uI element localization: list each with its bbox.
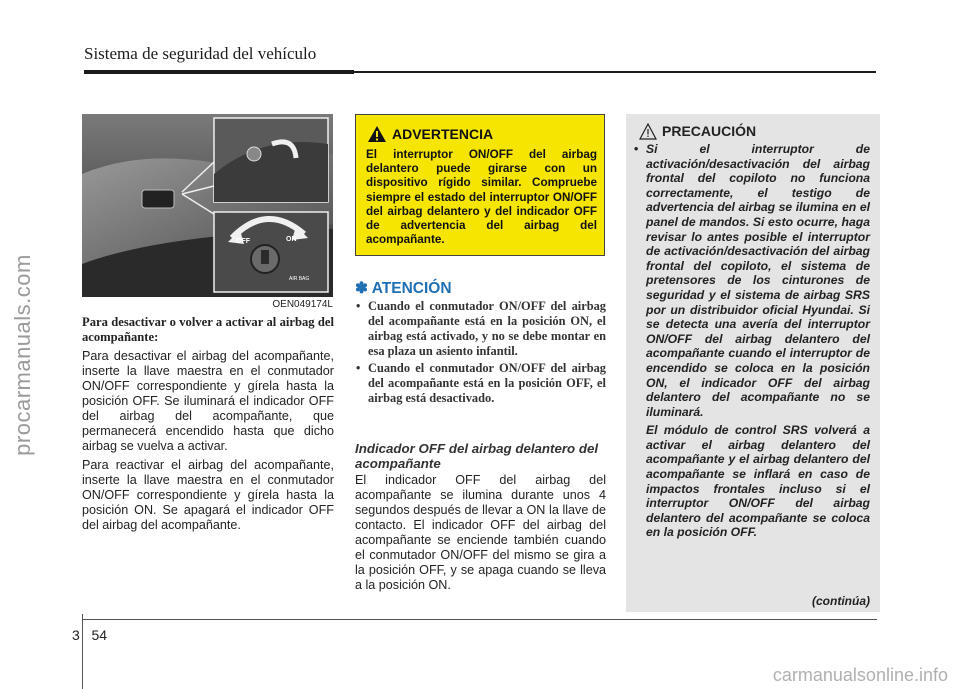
section-number: 3	[72, 627, 80, 643]
header-rule-thin	[354, 71, 876, 73]
attention-item: • Cuando el conmutador ON/OFF del airbag del acompañante está en la posición OFF, el airbag está desactivado.	[355, 361, 606, 406]
page-number-value: 54	[91, 627, 108, 643]
figure-code: OEN049174L	[272, 299, 333, 310]
page-header-title: Sistema de seguridad del vehículo	[84, 44, 317, 63]
warning-title: ADVERTENCIA	[392, 126, 494, 142]
warning-triangle-icon	[367, 125, 387, 143]
attention-item: • Cuando el conmutador ON/OFF del airbag del acompañante está en la posición ON, el airbag está activado, y no se debe montar en esa plaza un asiento infantil.	[355, 299, 606, 359]
figure-off-label: OFF	[236, 238, 250, 245]
warning-box	[355, 114, 605, 256]
reactivate-paragraph: Para reactivar el airbag del acompañante, inserte la llave maestra en el conmutador ON/OFF correspondiente y gírela hasta la posición ON. Se apagará el indicador OFF del airbag del acompañante.	[82, 458, 334, 532]
indicator-body: El indicador OFF del airbag del acompañante se ilumina durante unos 4 segundos después de llevar a ON la llave de contacto. El indicador OFF del airbag del acompañante se enciende también cuando el conmutador ON/OFF del mismo se gira a la posición OFF, y se apaga cuando se lleva a la posición ON.	[355, 473, 606, 592]
page-number	[72, 627, 107, 643]
airbag-switch-photo	[82, 114, 333, 297]
figure-on-label: ON	[286, 236, 297, 243]
bottom-watermark: carmanualsonline.info	[772, 665, 948, 685]
caution-body	[632, 142, 870, 540]
caution-box	[626, 114, 880, 612]
left-column-text	[82, 315, 334, 537]
side-watermark-text: procarmanuals.com	[10, 254, 35, 456]
caution-title: PRECAUCIÓN	[662, 123, 757, 139]
attention-title: ✽ ATENCIÓN	[355, 280, 452, 297]
side-watermark	[0, 180, 46, 530]
left-column-heading: Para desactivar o volver a activar al airbag del acompañante:	[82, 315, 334, 344]
caution-triangle-icon	[639, 123, 657, 140]
footer-rule	[82, 619, 877, 620]
deactivate-paragraph: Para desactivar el airbag del acompañante, inserte la llave maestra en el conmutador ON/OFF correspondiente y gírela hasta la posición OFF. Se iluminará el indicador OFF del airbag del acompañante, que permanecerá encendido hasta que dicho airbag se vuelva a activar.	[82, 349, 334, 453]
footer-divider	[82, 614, 83, 689]
indicator-heading: Indicador OFF del airbag delantero del acompañante	[355, 441, 599, 471]
warning-body: El interruptor ON/OFF del airbag delantero puede girarse con un dispositivo rígido similar. Compruebe siempre el estado del interruptor ON/OFF del airbag delantero y del indicador OFF de advertencia del airbag del acompañante.	[366, 148, 597, 247]
caution-bullet: • Si el interruptor de activación/desactivación del airbag frontal del copiloto no funciona correctamente, el testigo de advertencia del airbag se ilumina en el panel de mandos. Si esto ocurre, haga revisar lo antes posible el interruptor de activación/desactivación del airbag frontal del copiloto, el sistema de pretensores de los cinturones de seguridad y el sistema de airbag SRS por un distribuidor oficial Hyundai. Si se detecta una avería del interruptor ON/OFF del airbag delantero del acompañante cuando el interruptor de encendido se coloca en la posición ON, el indicador OFF del airbag delantero del acompañante no se iluminará.	[632, 142, 870, 419]
caution-paragraph: El módulo de control SRS volverá a activar el airbag delantero del acompañante y el airbag delantero del acompañante se inflará en caso de impactos frontales incluso si el interruptor ON/OFF del airbag delantero del acompañante se coloca en la posición OFF.	[646, 423, 870, 540]
attention-list	[355, 299, 606, 408]
dashboard-illustration	[82, 114, 333, 297]
header-rule-thick	[84, 70, 354, 74]
figure-airbag-label: AIR BAG	[289, 276, 310, 282]
continued-label: (continúa)	[812, 594, 870, 608]
